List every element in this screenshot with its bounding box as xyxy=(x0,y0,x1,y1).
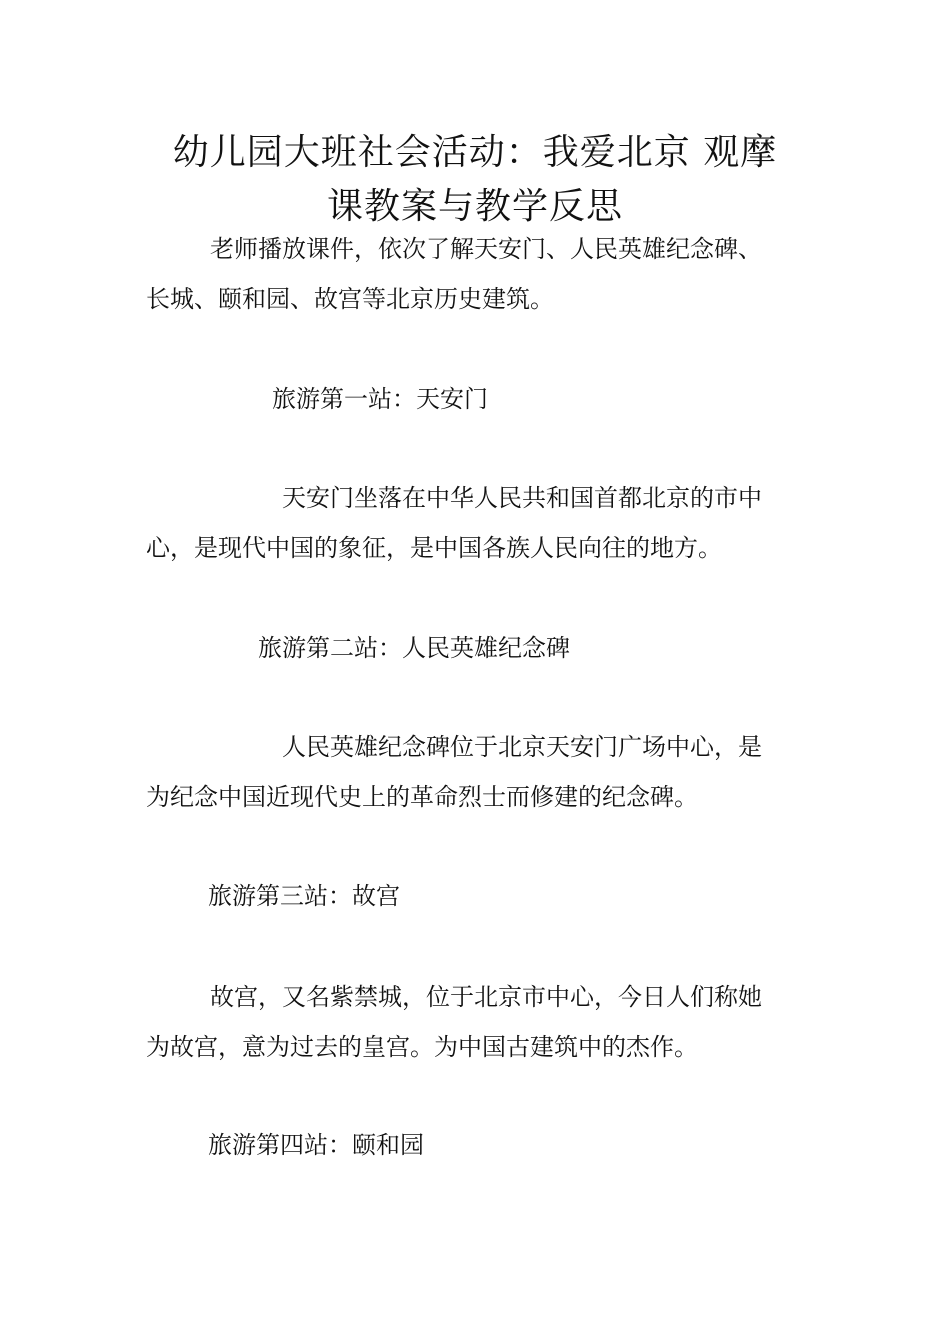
station-1-line-1: 天安门坐落在中华人民共和国首都北京的市中 xyxy=(282,484,762,512)
intro-line-1: 老师播放课件，依次了解天安门、人民英雄纪念碑、 xyxy=(210,235,762,263)
station-1-paragraph xyxy=(146,473,810,573)
station-1-line-2: 心，是现代中国的象征，是中国各族人民向往的地方。 xyxy=(146,534,722,562)
station-2-line-1: 人民英雄纪念碑位于北京天安门广场中心，是 xyxy=(282,733,762,761)
station-2-paragraph xyxy=(146,722,810,822)
station-4-heading: 旅游第四站：颐和园 xyxy=(208,1131,424,1159)
station-3-heading: 旅游第三站：故宫 xyxy=(208,882,400,910)
station-2-line-2: 为纪念中国近现代史上的革命烈士而修建的纪念碑。 xyxy=(146,783,698,811)
intro-paragraph xyxy=(146,224,810,324)
station-3-line-2: 为故宫，意为过去的皇宫。为中国古建筑中的杰作。 xyxy=(146,1033,698,1061)
station-3-line-1: 故宫，又名紫禁城，位于北京市中心，今日人们称她 xyxy=(210,983,762,1011)
title-line-2: 课教案与教学反思 xyxy=(326,186,623,227)
station-3-paragraph xyxy=(146,972,810,1072)
station-1-heading: 旅游第一站：天安门 xyxy=(272,385,488,413)
station-2-heading: 旅游第二站：人民英雄纪念碑 xyxy=(258,634,570,662)
title-line-1: 幼儿园大班社会活动：我爱北京 观摩 xyxy=(172,132,778,173)
document-title xyxy=(100,126,850,234)
intro-line-2: 长城、颐和园、故宫等北京历史建筑。 xyxy=(146,285,554,313)
